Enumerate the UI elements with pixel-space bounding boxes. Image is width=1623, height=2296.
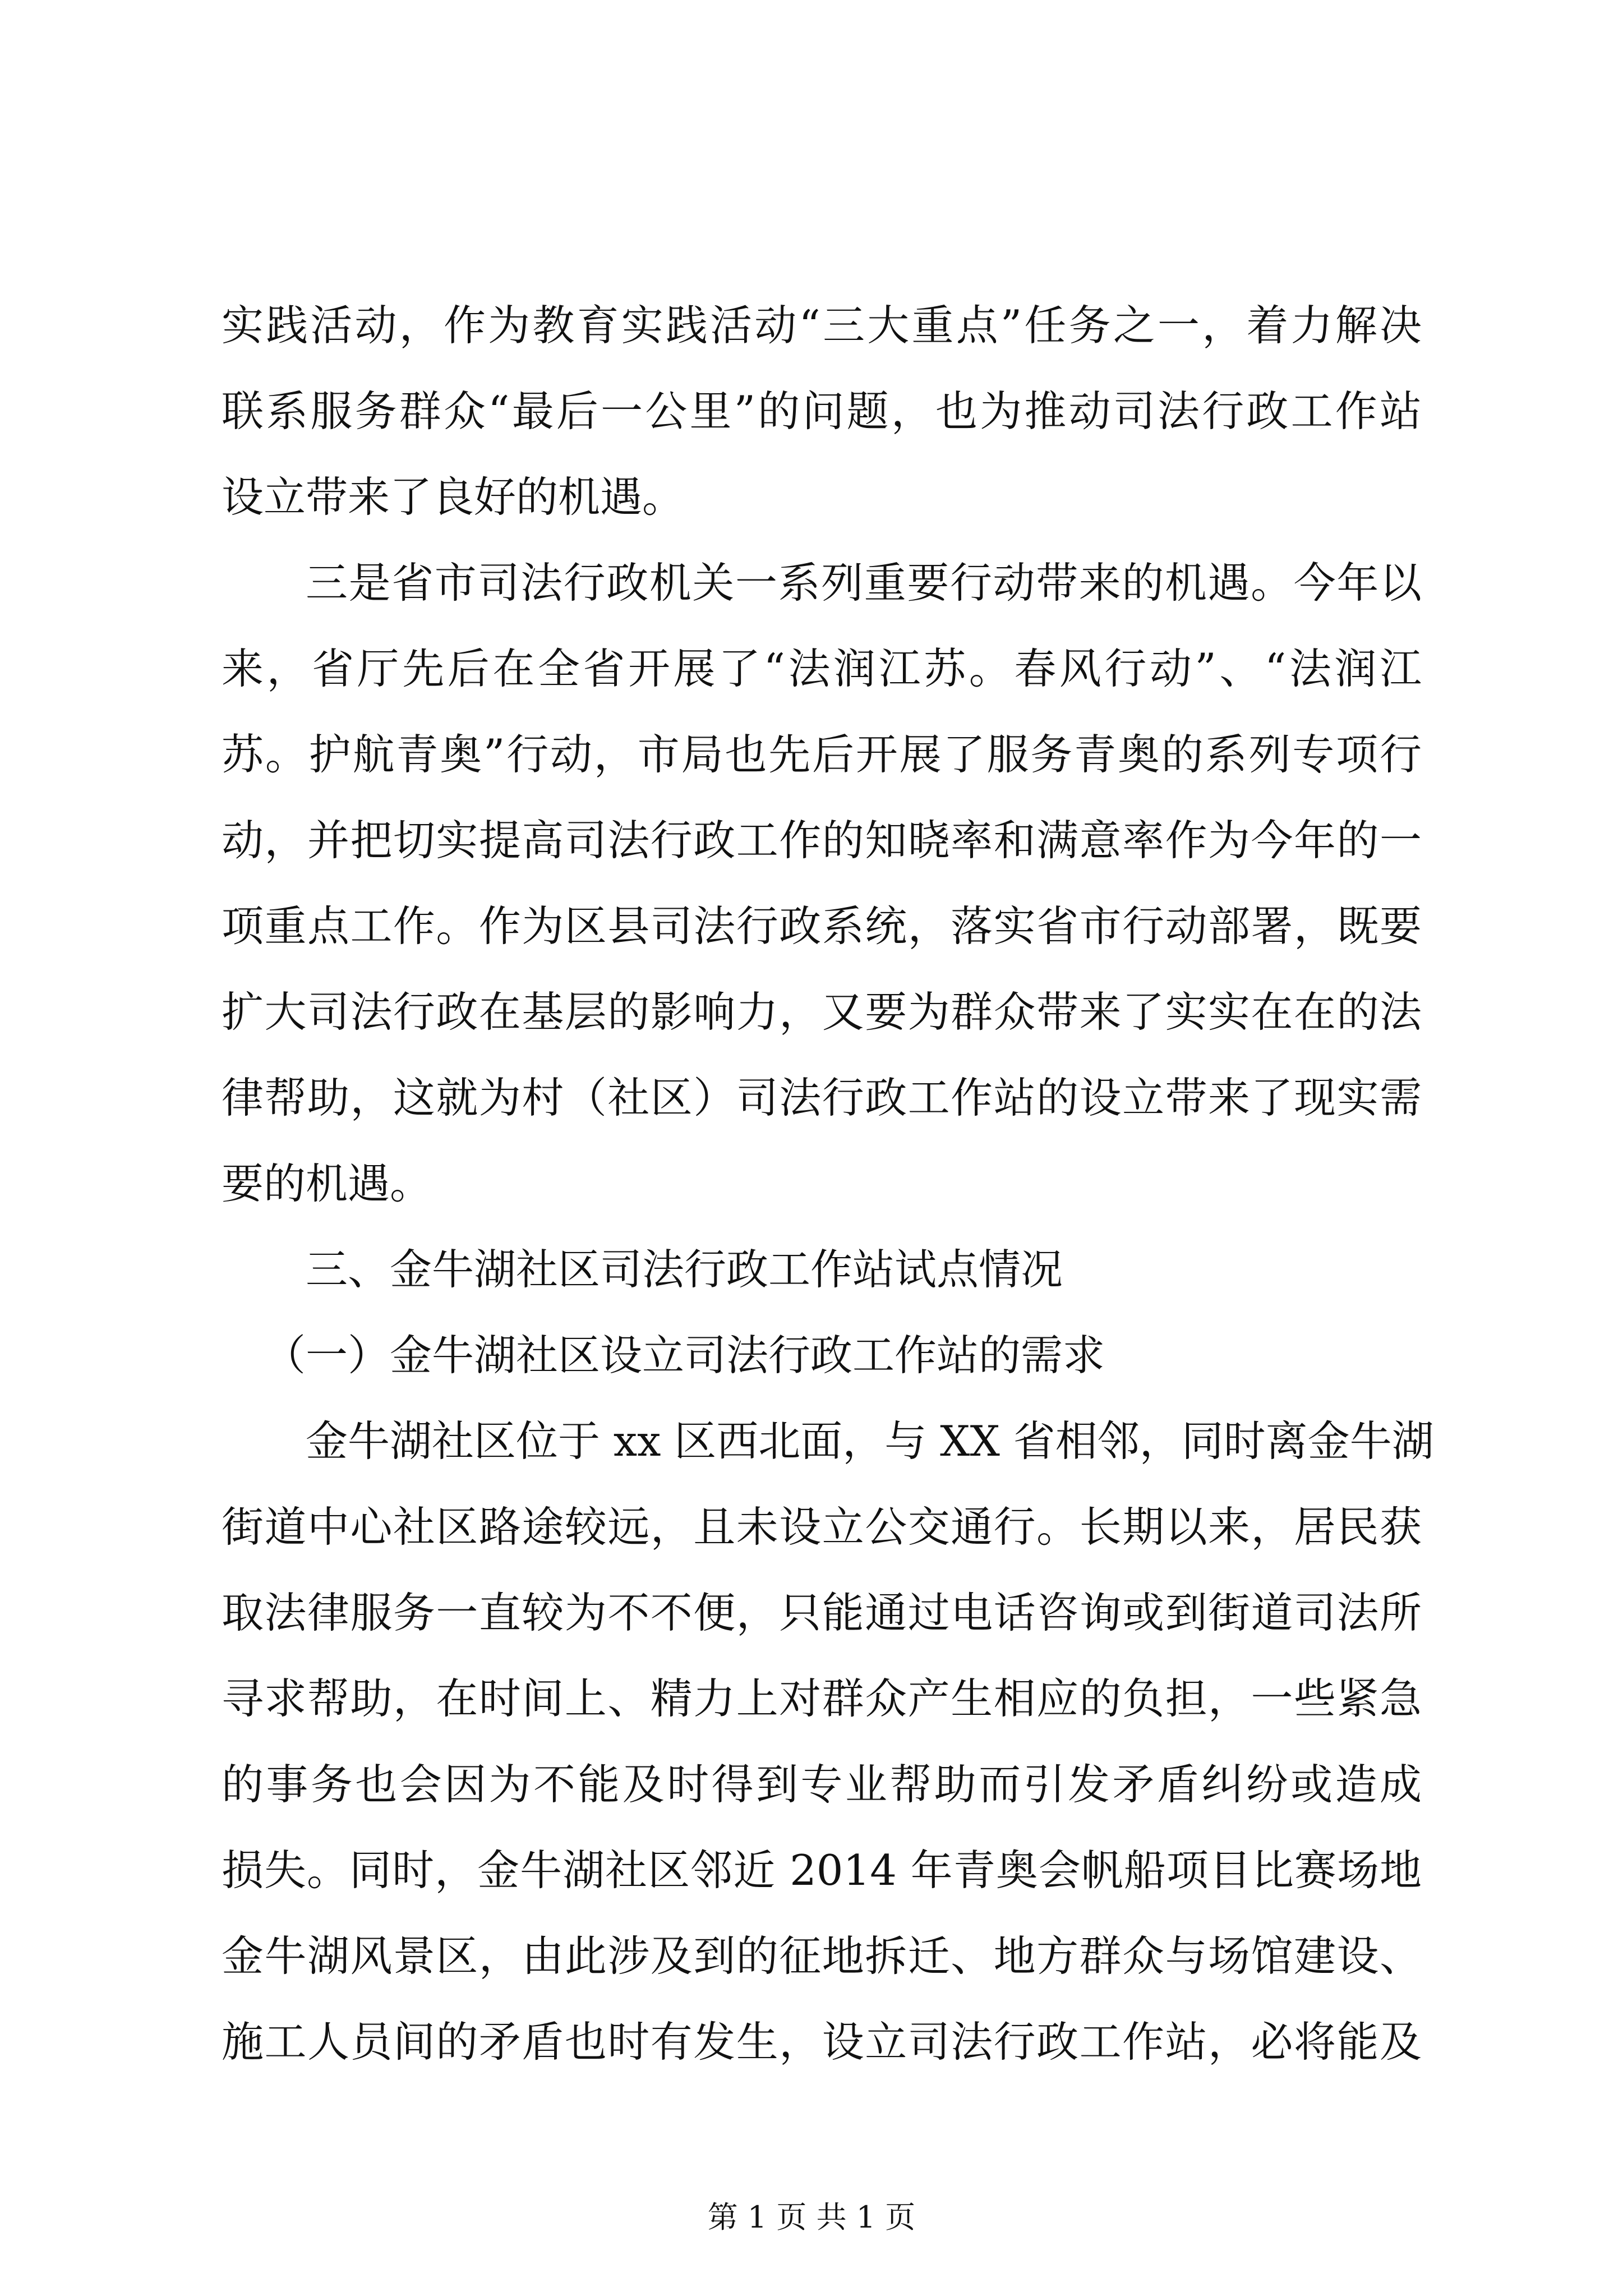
text-line: 取法律服务一直较为不不便，只能通过电话咨询或到街道司法所 — [222, 1588, 1422, 1637]
text-line: 寻求帮助，在时间上、精力上对群众产生相应的负担，一些紧急 — [222, 1674, 1422, 1723]
text-line: 街道中心社区路途较远，且未设立公交通行。长期以来，居民获 — [222, 1502, 1422, 1552]
text-line: 动，并把切实提高司法行政工作的知晓率和满意率作为今年的一 — [222, 816, 1422, 865]
text-line: 设立带来了良好的机遇。 — [222, 472, 685, 522]
subsection-heading: （一）金牛湖社区设立司法行政工作站的需求 — [264, 1331, 1105, 1380]
text-line: 扩大司法行政在基层的影响力，又要为群众带来了实实在在的法 — [222, 987, 1422, 1037]
page-number-footer: 第 1 页 共 1 页 — [707, 2200, 916, 2235]
text-line: 项重点工作。作为区县司法行政系统，落实省市行动部署，既要 — [222, 901, 1422, 951]
text-line: 三是省市司法行政机关一系列重要行动带来的机遇。今年以 — [306, 558, 1422, 608]
text-line: 联系服务群众“最后一公里”的问题，也为推动司法行政工作站 — [222, 386, 1422, 436]
text-line: 施工人员间的矛盾也时有发生，设立司法行政工作站，必将能及 — [222, 2017, 1422, 2067]
text-line: 来，省厅先后在全省开展了“法润江苏。春风行动”、“法润江 — [222, 644, 1422, 693]
text-line: 苏。护航青奥”行动，市局也先后开展了服务青奥的系列专项行 — [222, 730, 1422, 779]
text-line: 律帮助，这就为村（社区）司法行政工作站的设立带来了现实需 — [222, 1073, 1422, 1122]
section-heading: 三、金牛湖社区司法行政工作站试点情况 — [306, 1245, 1063, 1294]
text-line: 损失。同时，金牛湖社区邻近 2014 年青奥会帆船项目比赛场地 — [222, 1846, 1422, 1895]
text-line: 金牛湖风景区，由此涉及到的征地拆迁、地方群众与场馆建设、 — [222, 1931, 1422, 1981]
text-line: 要的机遇。 — [222, 1159, 432, 1208]
text-line: 金牛湖社区位于 xx 区西北面，与 XX 省相邻，同时离金牛湖 — [306, 1416, 1434, 1466]
text-line: 实践活动，作为教育实践活动“三大重点”任务之一，着力解决 — [222, 301, 1422, 350]
text-line: 的事务也会因为不能及时得到专业帮助而引发矛盾纠纷或造成 — [222, 1760, 1422, 1809]
